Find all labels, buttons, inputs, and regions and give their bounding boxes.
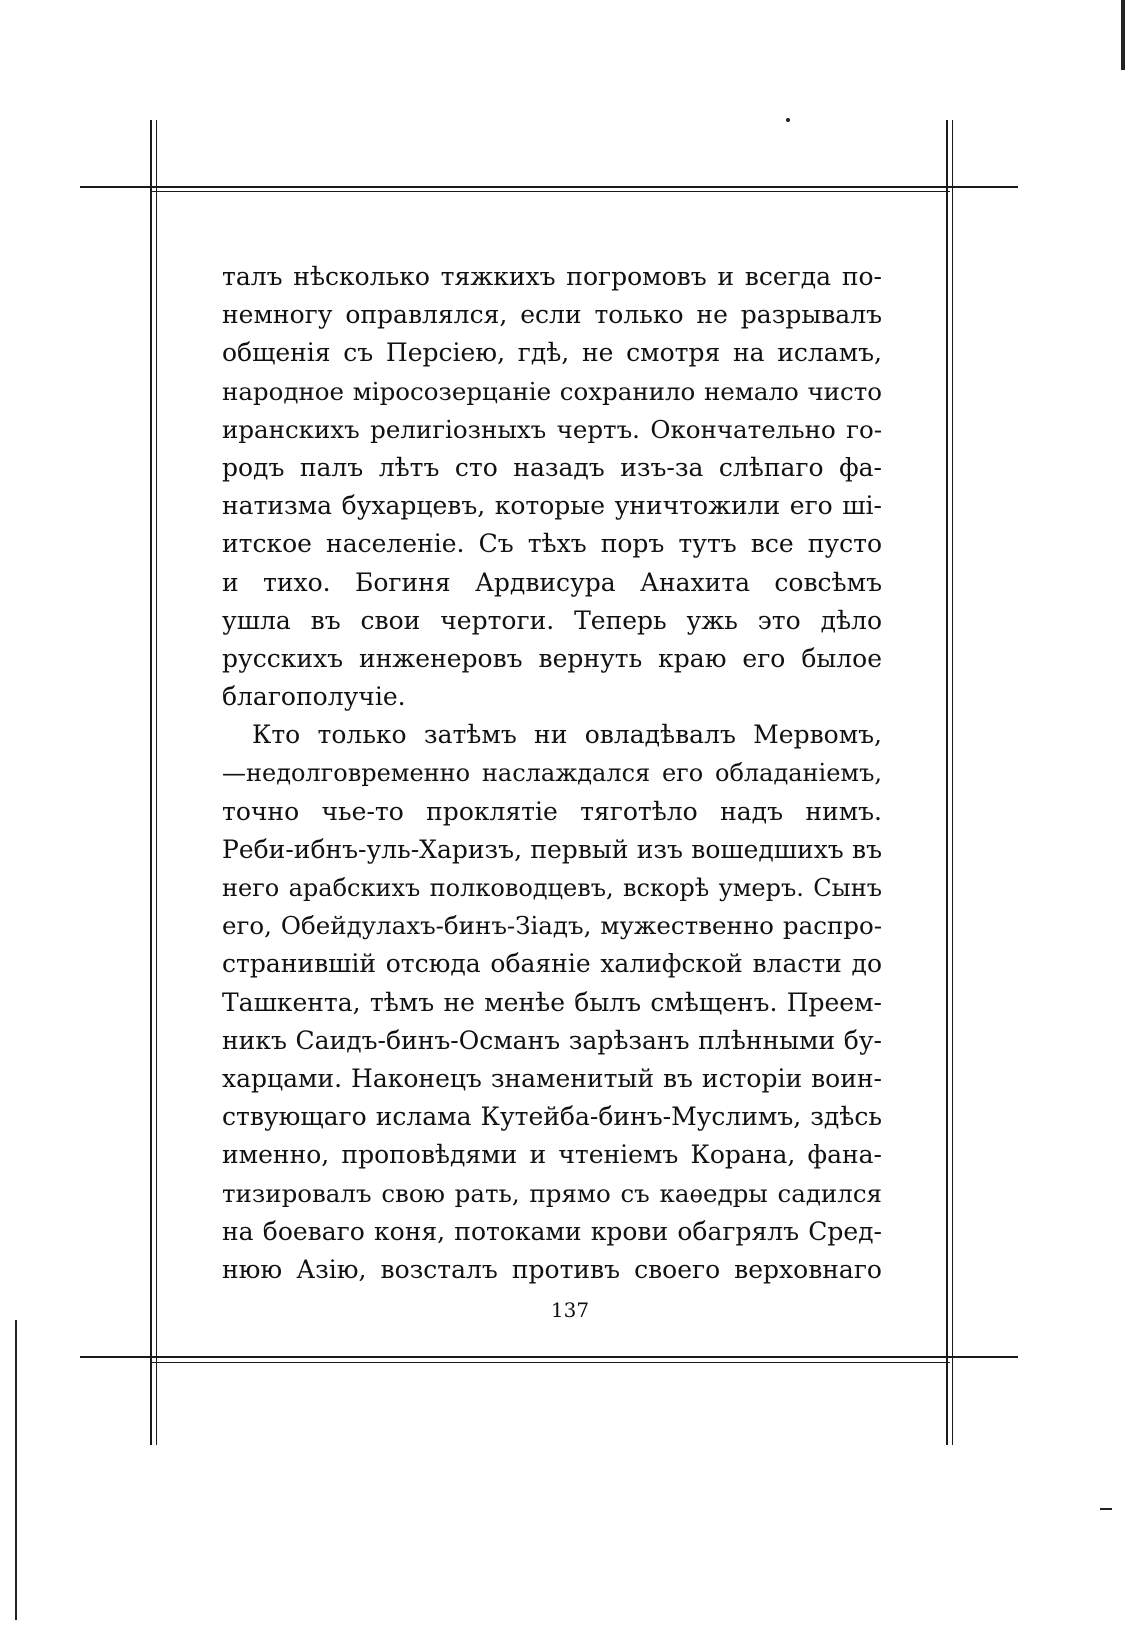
text-line: натизма бухарцевъ, которые уничтожили его ші- [222,491,882,521]
text-line: талъ нѣсколько тяжкихъ погромовъ и всегда по- [222,262,882,291]
text-line: и тихо. Богиня Ардвисура Анахита совсѣмъ [222,567,882,597]
text-line: харцами. Наконецъ знаменитый въ исторіи воин- [222,1063,882,1093]
text-line: именно, проповѣдями и чтеніемъ Корана, фана- [222,1140,882,1170]
frame-right-line-inner [952,120,953,1445]
text-line: его, Обейдулахъ-бинъ-Зіадъ, мужественно распро- [222,911,882,941]
text-line: на боеваго коня, потоками крови обагрялъ Сред- [222,1216,882,1246]
frame-left-line [150,120,152,1445]
page-number: 137 [550,1298,590,1322]
scan-mark-right-top [1121,0,1125,70]
text-line: ствующаго ислама Кутейба-бинъ-Муслимъ, здѣсь [222,1102,882,1132]
scan-mark-left-bottom [15,1320,17,1620]
scan-dot [786,118,790,122]
frame-top-line-inner [150,191,950,192]
text-line: общенія съ Персіею, гдѣ, не смотря на исламъ, [222,338,882,368]
text-line: народное міросозерцаніе сохранило немало чисто [222,376,882,406]
text-line: точно чье-то проклятіе тяготѣло надъ нимъ. [222,796,882,826]
text-line: Реби-ибнъ-уль-Харизъ, первый изъ вошедшихъ въ [222,834,882,864]
text-line: него арабскихъ полководцевъ, вскорѣ умеръ. Сынъ [222,874,882,902]
text-line: странившій отсюда обаяніе халифской власти до [222,949,882,979]
text-line: ушла въ свои чертоги. Теперь ужь это дѣло [222,605,882,635]
text-line: нюю Азію, возсталъ противъ своего верховнаго [222,1254,882,1284]
frame-left-line-inner [156,120,157,1445]
text-line: итское населеніе. Съ тѣхъ поръ тутъ все пусто [222,529,882,559]
text-line: —недолговременно наслаждался его обладаніемъ, [222,759,882,788]
page-body-text [222,258,882,1289]
text-line: никъ Саидъ-бинъ-Османъ зарѣзанъ плѣнными бу- [222,1025,882,1055]
scan-mark-right-bottom [1100,1508,1112,1510]
text-line-paragraph-end: благополучіе. [222,682,406,712]
text-line: родъ палъ лѣтъ сто назадъ изъ-за слѣпаго фа- [222,452,882,482]
text-line: немногу оправлялся, если только не разрывалъ [222,300,882,330]
text-line: иранскихъ религіозныхъ чертъ. Окончательно го- [222,414,882,444]
text-line: Ташкента, тѣмъ не менѣе былъ смѣщенъ. Преем- [222,987,882,1017]
frame-bottom-line [80,1356,1018,1358]
frame-top-line [80,186,1018,188]
text-line-paragraph-start: Кто только затѣмъ ни овладѣвалъ Мервомъ, [252,720,882,750]
frame-bottom-line-inner [150,1362,950,1363]
frame-right-line [946,120,948,1445]
text-line: тизировалъ свою рать, прямо съ каѳедры садился [222,1178,882,1208]
text-line: русскихъ инженеровъ вернуть краю его былое [222,643,882,673]
